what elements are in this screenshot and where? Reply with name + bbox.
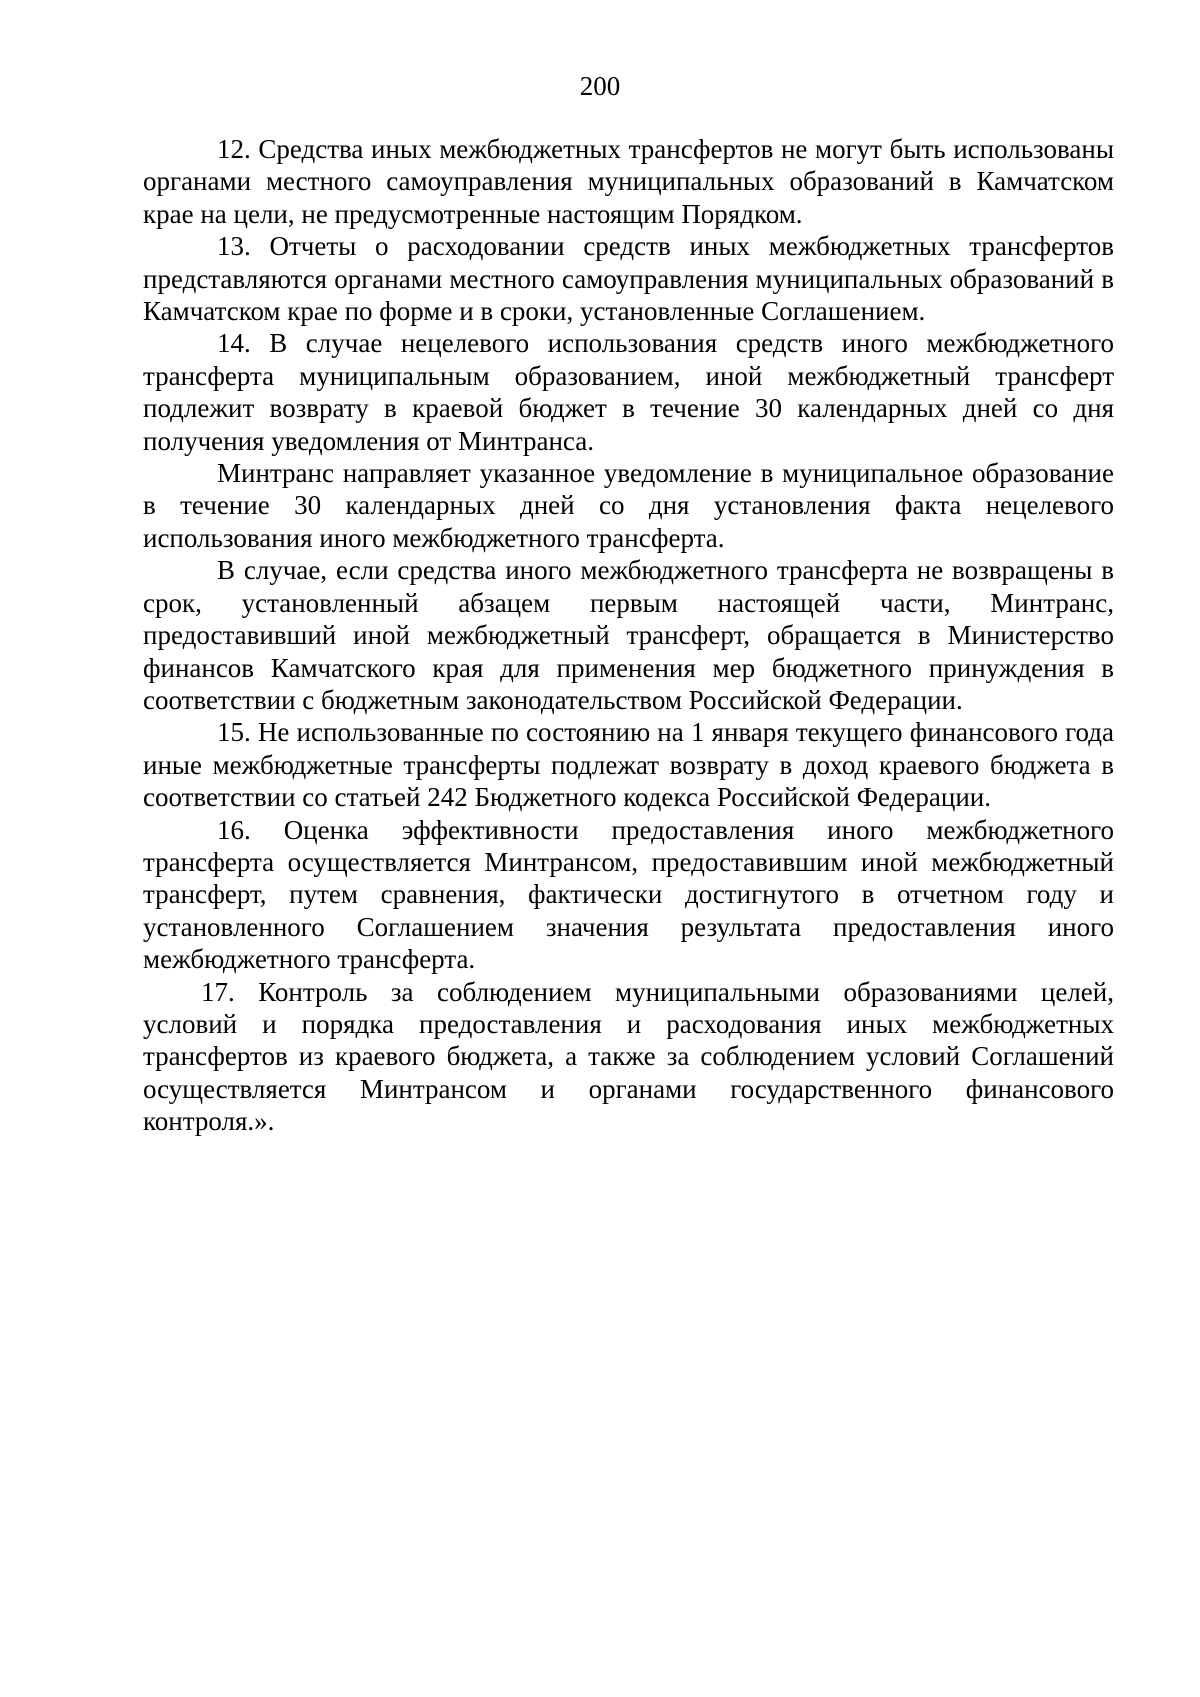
paragraph-17: 17. Контроль за соблюдением муниципальными образованиями целей, условий и порядка предоставления и расходования иных межбюджетных трансфертов из краевого бюджета, а также за соблюдением условий Соглашений осуществляется Минтрансом и органами государственного финансового контроля.». — [143, 976, 1114, 1137]
document-body — [143, 133, 1114, 1138]
paragraph-16: 16. Оценка эффективности предоставления иного межбюджетного трансферта осуществляется Минтрансом, предоставившим иной межбюджетный трансферт, путем сравнения, фактически достигнутого в отчетном году и установленного Соглашением значения результата предоставления иного межбюджетного трансферта. — [143, 814, 1114, 975]
paragraph-14-enforcement: В случае, если средства иного межбюджетного трансферта не возвращены в срок, установленный абзацем первым настоящей части, Минтранс, предоставивший иной межбюджетный трансферт, обращается в Министерство финансов Камчатского края для применения мер бюджетного принуждения в соответствии с бюджетным законодательством Российской Федерации. — [143, 555, 1114, 715]
paragraph-14-notice: Минтранс направляет указанное уведомление в муниципальное образование в течение 30 календарных дней со дня установления факта нецелевого использования иного межбюджетного трансферта. — [143, 458, 1114, 553]
paragraph-13: 13. Отчеты о расходовании средств иных межбюджетных трансфертов представляются органами местного самоуправления муниципальных образований в Камчатском крае по форме и в сроки, установленные Соглашением. — [143, 231, 1114, 327]
paragraph-15: 15. Не использованные по состоянию на 1 января текущего финансового года иные межбюджетные трансферты подлежат возврату в доход краевого бюджета в соответствии со статьей 242 Бюджетного кодекса Российской Федерации. — [143, 717, 1114, 813]
page-number: 200 — [579, 71, 621, 101]
paragraph-14: 14. В случае нецелевого использования средств иного межбюджетного трансферта муниципальным образованием, иной межбюджетный трансферт подлежит возврату в краевой бюджет в течение 30 календарных дней со дня получения уведомления от Минтранса. — [143, 328, 1114, 456]
paragraph-12: 12. Средства иных межбюджетных трансфертов не могут быть использованы органами местного самоуправления муниципальных образований в Камчатском крае на цели, не предусмотренные настоящим Порядком. — [143, 134, 1114, 229]
